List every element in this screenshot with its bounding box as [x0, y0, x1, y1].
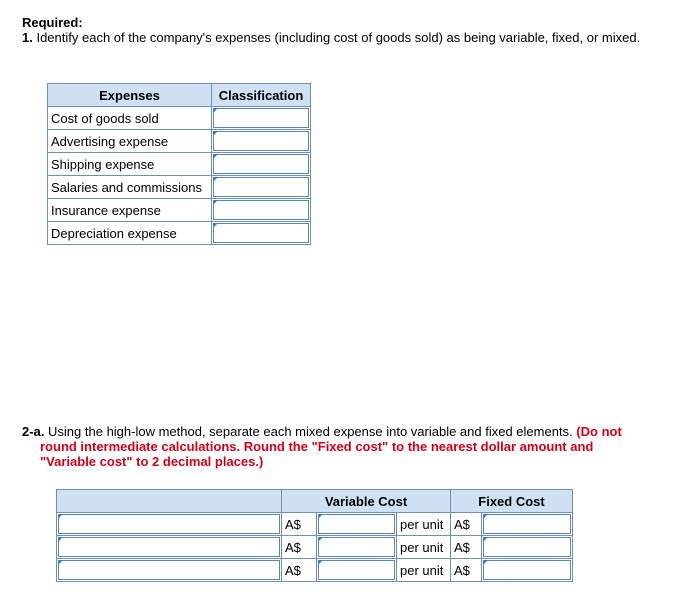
classification-select[interactable] [213, 154, 309, 174]
input-marker-icon [483, 537, 488, 542]
currency-label: A$ [282, 513, 317, 536]
dropdown-marker-icon [213, 131, 218, 136]
per-unit-label: per unit [397, 513, 451, 536]
required-heading: Required: [22, 15, 83, 30]
classification-dropdown[interactable] [212, 107, 311, 130]
variable-cost-field[interactable] [318, 537, 395, 557]
expense-label: Insurance expense [48, 199, 212, 222]
classification-dropdown[interactable] [212, 130, 311, 153]
fixed-cost-input[interactable] [482, 536, 573, 559]
dropdown-marker-icon [213, 200, 218, 205]
input-marker-icon [318, 537, 323, 542]
expense-dropdown[interactable] [58, 514, 280, 534]
classification-select[interactable] [213, 200, 309, 220]
variable-cost-input[interactable] [317, 559, 397, 582]
fixed-cost-input[interactable] [482, 513, 573, 536]
classification-table [47, 83, 311, 245]
classification-select[interactable] [213, 177, 309, 197]
currency-label: A$ [451, 559, 482, 582]
classification-select[interactable] [213, 108, 309, 128]
question-2a [22, 424, 642, 469]
currency-label: A$ [451, 513, 482, 536]
table-row [48, 107, 311, 130]
fixed-cost-header: Fixed Cost [451, 490, 573, 513]
classification-select[interactable] [213, 131, 309, 151]
dropdown-marker-icon [213, 154, 218, 159]
high-low-table [56, 489, 573, 582]
question-2a-instruction: (Do not round intermediate calculations. Round the "Fixed cost" to the nearest dollar amount and "Variable cost" to 2 decimal places.) [40, 424, 622, 469]
fixed-cost-field[interactable] [483, 514, 571, 534]
classification-dropdown[interactable] [212, 222, 311, 245]
question-1-number: 1. [22, 30, 33, 45]
dropdown-marker-icon [58, 514, 63, 519]
expense-label: Advertising expense [48, 130, 212, 153]
input-marker-icon [483, 560, 488, 565]
expenses-header: Expenses [48, 84, 212, 107]
classification-dropdown[interactable] [212, 199, 311, 222]
classification-select[interactable] [213, 223, 309, 243]
fixed-cost-input[interactable] [482, 559, 573, 582]
question-1-text: Identify each of the company's expenses (including cost of goods sold) as being variable, fixed, or mixed. [36, 30, 641, 45]
expense-label: Cost of goods sold [48, 107, 212, 130]
variable-cost-field[interactable] [318, 560, 395, 580]
expense-label: Shipping expense [48, 153, 212, 176]
expense-dropdown[interactable] [58, 560, 280, 580]
per-unit-label: per unit [397, 559, 451, 582]
table-row [48, 130, 311, 153]
expense-label: Depreciation expense [48, 222, 212, 245]
blank-header [57, 490, 282, 513]
variable-cost-header: Variable Cost [282, 490, 451, 513]
dropdown-marker-icon [58, 560, 63, 565]
table-row [48, 199, 311, 222]
expense-select[interactable] [57, 536, 282, 559]
variable-cost-input[interactable] [317, 513, 397, 536]
fixed-cost-field[interactable] [483, 560, 571, 580]
table-row [57, 513, 573, 536]
dropdown-marker-icon [213, 108, 218, 113]
dropdown-marker-icon [213, 223, 218, 228]
table-row [48, 153, 311, 176]
table-row [57, 536, 573, 559]
dropdown-marker-icon [58, 537, 63, 542]
expense-select[interactable] [57, 559, 282, 582]
variable-cost-field[interactable] [318, 514, 395, 534]
currency-label: A$ [451, 536, 482, 559]
currency-label: A$ [282, 536, 317, 559]
dropdown-marker-icon [213, 177, 218, 182]
table-row [48, 176, 311, 199]
classification-header: Classification [212, 84, 311, 107]
classification-dropdown[interactable] [212, 176, 311, 199]
table-row [57, 559, 573, 582]
question-1 [22, 30, 642, 45]
expense-select[interactable] [57, 513, 282, 536]
table-row [48, 222, 311, 245]
input-marker-icon [483, 514, 488, 519]
classification-dropdown[interactable] [212, 153, 311, 176]
currency-label: A$ [282, 559, 317, 582]
expense-label: Salaries and commissions [48, 176, 212, 199]
fixed-cost-field[interactable] [483, 537, 571, 557]
question-2a-number: 2-a. [22, 424, 45, 439]
variable-cost-input[interactable] [317, 536, 397, 559]
expense-dropdown[interactable] [58, 537, 280, 557]
input-marker-icon [318, 514, 323, 519]
question-2a-text: Using the high-low method, separate each mixed expense into variable and fixed elements. [48, 424, 573, 439]
input-marker-icon [318, 560, 323, 565]
per-unit-label: per unit [397, 536, 451, 559]
